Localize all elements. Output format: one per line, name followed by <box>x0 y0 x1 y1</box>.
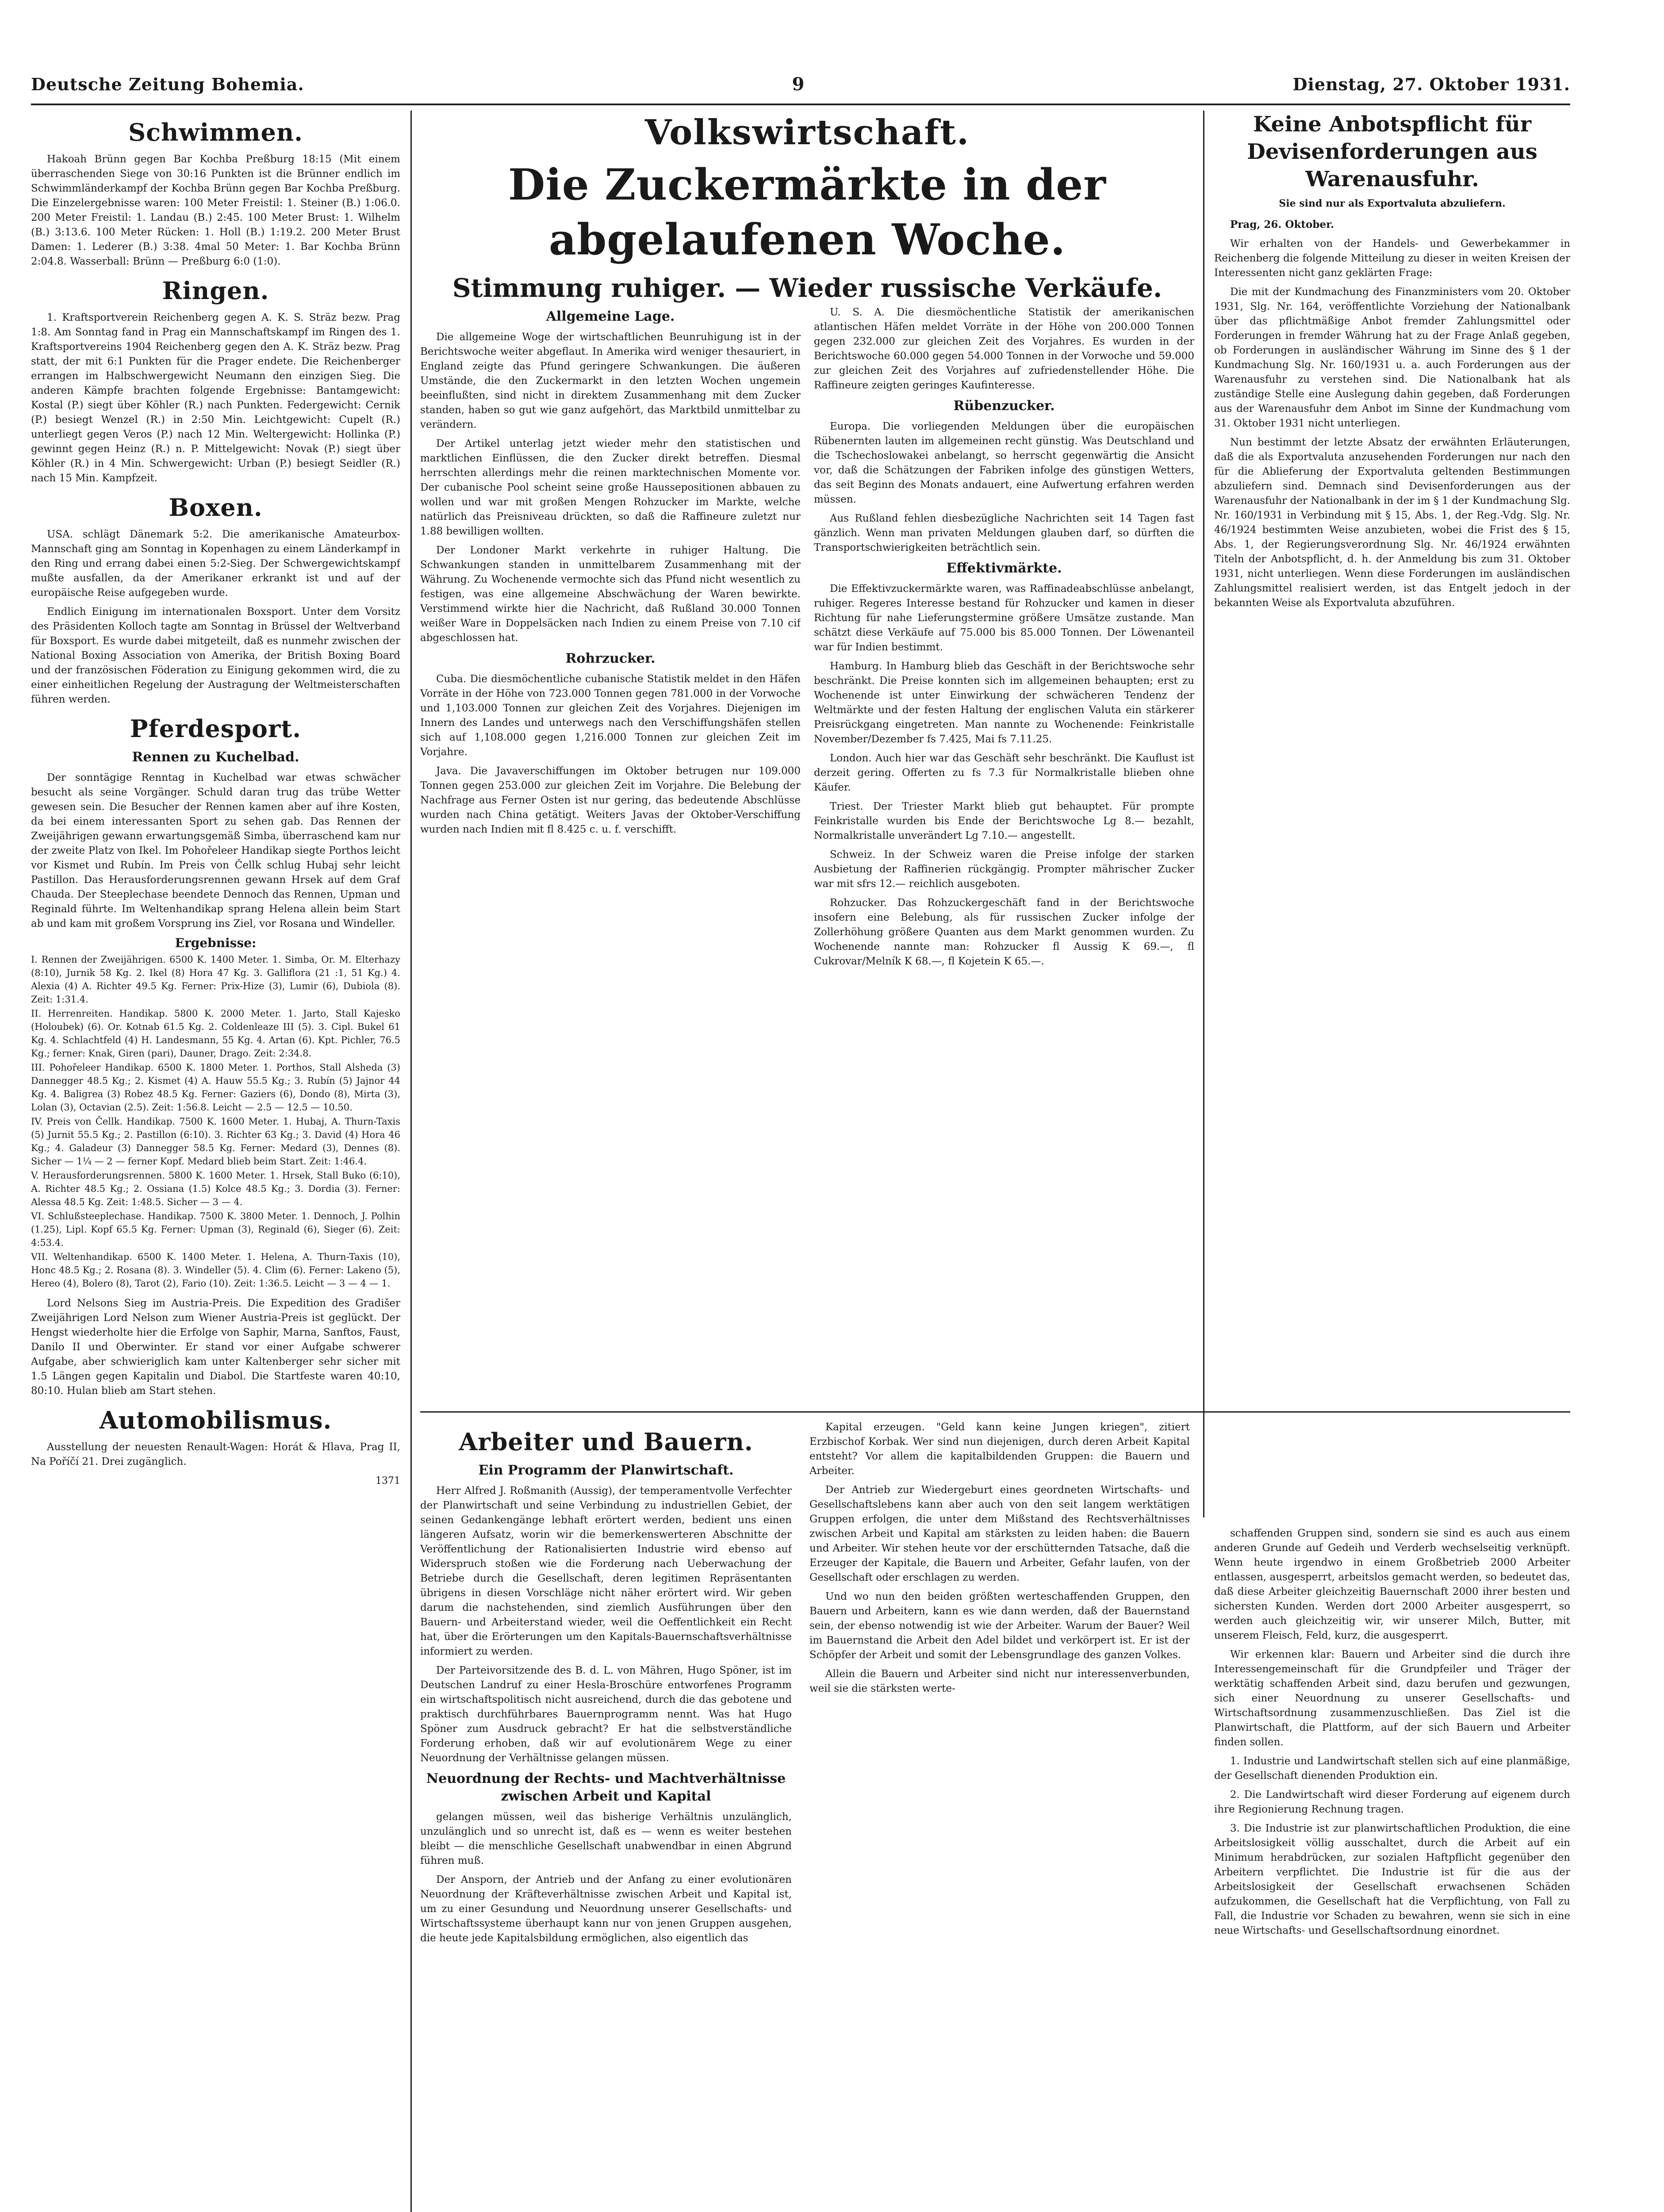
labor-paragraph: Wir erkennen klar: Bauern und Arbeiter sind die durch ihre Interessengemeinschaft für die Grundpfeiler und Träger der werktätig schaffenden Arbeit sind, dazu berufen und gezwungen, sich einer Neuordnung zu unserer Gesellschafts- und Wirtschaftsordnung zusammenzuschließen. Das Ziel ist die Planwirtschaft, die Plattform, auf der sich Bauern und Arbeiter finden sollen. <box>1214 1649 1570 1748</box>
newspaper-page <box>31 66 1570 2212</box>
effektiv-paragraph: Hamburg. In Hamburg blieb das Geschäft in der Berichtswoche sehr beschränkt. Die Preise konnten sich im allgemeinen behaupten; erst zu Wochenende ist unter Einwirkung der schwächeren Tendenz der Weltmärkte und der festen Haltung der englischen Valuta ein stärkerer Preisrückgang eingetreten. Man nannte zu Wochenende: Feinkristalle November/Dezember fs 7.425, Mai fs 7.11.25. <box>814 661 1194 745</box>
column-divider-right <box>1203 111 1204 1517</box>
page-number: 9 <box>792 73 805 95</box>
effektiv-title: Effektivmärkte. <box>946 561 1062 576</box>
allgemeine-paragraph: Der Artikel unterlag jetzt wieder mehr den statistischen und marktlichen Einflüssen, die den Zucker direkt betreffen. Diesmal herrschten allerdings mehr die reinen marktechnischen Momente vor. Der cubanische Pool scheint seine große Haussepositionen abbauen zu wollen und war mit großen Mengen Rohzucker im Markte, welche natürlich das Preisniveau drückten, so daß die Raffineure zuletzt nur 1.88 bewilligen wollten. <box>420 438 801 537</box>
economy-column-b <box>814 305 1194 1402</box>
masthead-title: Deutsche Zeitung Bohemia. <box>31 74 304 94</box>
schwimmen-text: Hakoah Brünn gegen Bar Kochba Preßburg 18:15 (Mit einem überraschenden Siege von 30:16 Punkten ist die Brünner endlich im Schwimmländerkampf der Kochba Brünn gegen Bar Kochba Preßburg. Die Einzelergebnisse waren: 100 Meter Freistil: 1. Steiner (B.) 1:06.0. 200 Meter Freistil: 1. Landau (B.) 2:45. 100 Meter Brust: 1. Wilhelm (B.) 3:13.6. 100 Meter Rücken: 1. Holl (B.) 1:19.2. 200 Meter Brust Damen: 1. Lederer (B.) 3:38. 4mal 50 Meter: 1. Bar Kochba Brünn 2:04.8. Wasserball: Brünn — Preßburg 6:0 (1:0). <box>31 154 400 267</box>
labor-paragraph: schaffenden Gruppen sind, sondern sie sind es auch aus einem anderen Grunde auf Gedeih und Verderb wechselseitig verknüpft. Wenn heute irgendwo in einem Großbetrieb 2000 Arbeiter entlassen, ausgesperrt, arbeitslos gemacht werden, so bedeutet das, daß diese Arbeiter gleichzeitig Bauernschaft 2000 ihrer besten und sichersten Kunden. Werden dort 2000 Arbeiter ausgesperrt, so werden auch gleichzeitig wir, wir unserer Milch, Butter, mit unserem Fleisch, Feld, kurz, die ausgesperrt. <box>1214 1528 1570 1641</box>
rohrzucker-paragraph: Java. Die Javaverschiffungen im Oktober betrugen nur 109.000 Tonnen gegen 253.000 zur gleichen Zeit im Vorjahre. Die Belebung der Nachfrage aus Ferner Osten ist nur gering, das bedeutende Abschlüsse wurden nach China getätigt. Weiters Javas der Oktober-Verschiffung wurden nach Indien mit fl 8.425 c. u. f. verschifft. <box>420 765 801 835</box>
effektiv-paragraph: Die Effektivzuckermärkte waren, was Raffinadeabschlüsse anbelangt, ruhiger. Regeres Interesse bestand für Rohzucker und kamen in dieser Richtung für nahe Lieferungstermine größere Umsätze zustande. Man schätzt diese Verkäufe auf 75.000 bis 85.000 Tonnen. Der Löwenanteil war für Indien bestimmt. <box>814 583 1194 653</box>
devisen-column <box>1214 111 1570 1504</box>
race-result: VI. Schlußsteeplechase. Handikap. 7500 K. 3800 Meter. 1. Dennoch, J. Polhin (1.25), Lipl. Kopf 65.5 Kg. Ferner: Upman (3), Reginald (6), Sieger (6). Zeit: 4:53.4. <box>31 1211 400 1248</box>
devisen-paragraph: Die mit der Kundmachung des Finanzministers vom 20. Oktober 1931, Slg. Nr. 164, veröffentlichte Vorziehung der Nationalbank über das pflichtmäßige Anbot fremder Zahlungsmittel oder Forderungen in fremder Währung hat zu der Frage Anlaß gegeben, ob Forderungen in ausländischer Währung im Sinne des § 1 der Kundmachung Slg. Nr. 160/1931 u. a. auch Forderungen aus der Warenausfuhr zu verstehen sind. Die Nationalbank hat als zuständige Stelle eine Auslegung dahin gegeben, daß Forderungen aus der Warenausfuhr dem Anbot im Sinne der Kundmachung vom 31. Oktober 1931 nicht unterliegen. <box>1214 286 1570 429</box>
pferdesport-subtitle: Rennen zu Kuchelbad. <box>132 749 299 765</box>
sports-column <box>31 111 400 2212</box>
effektiv-paragraph: Schweiz. In der Schweiz waren die Preise infolge der starken Ausbietung der Raffinerien rückgängig. Prompter mährischer Zucker war mit sfrs 12.— reichlich ausgeboten. <box>814 849 1194 890</box>
masthead <box>31 66 1570 102</box>
pferdesport-title: Pferdesport. <box>130 714 302 743</box>
labor-subtitle: Ein Programm der Planwirtschaft. <box>478 1463 734 1478</box>
race-result: I. Rennen der Zweijährigen. 6500 K. 1400 Meter. 1. Simba, Or. M. Elterhazy (8:10), Jurnik 58 Kg. 2. Ikel (8) Hora 47 Kg. 3. Galliflora (21 :1, 51 Kg.) 4. Alexia (4) A. Richter 49.5 Kg. Ferner: Prix-Hize (3), Lumir (6), Dubiola (8). Zeit: 1:31.4. <box>31 954 400 1005</box>
masthead-rule <box>31 104 1570 105</box>
boxen-paragraph: Endlich Einigung im internationalen Boxsport. Unter dem Vorsitz des Präsidenten Kolloch tagte am Sonntag in Brüssel der Weltverband für Boxsport. Es wurde dabei mitgeteilt, daß es nunmehr zwischen der National Boxing Association von Amerika, der British Boxing Board und der französischen Föderation zu Einigung gekommen wird, die zu einer einheitlichen Regelung der Austragung der Weltmeisterschaften führen werden. <box>31 606 400 705</box>
labor-paragraph: gelangen müssen, weil das bisherige Verhältnis unzulänglich, unzulänglich und so unrecht ist, daß es — wenn es weiter bestehen bleibt — die menschliche Gesellschaft unabwendbar in einen Abgrund führen muß. <box>420 1811 792 1866</box>
economy-header <box>420 111 1194 305</box>
labor-column-2 <box>809 1420 1190 2212</box>
program-point: 2. Die Landwirtschaft wird dieser Forderung auf eigenem durch ihre Regionierung Rechnung tragen. <box>1214 1789 1570 1815</box>
automobilismus-title: Automobilismus. <box>99 1406 332 1434</box>
race-result: IV. Preis von Čellk. Handikap. 7500 K. 1600 Meter. 1. Hubaj, A. Thurn-Taxis (5) Jurnit 55.5 Kg.; 2. Pastillon (6:10). 3. Richter 63 Kg.; 3. David (4) Hora 46 Kg.; 4. Galadeur (3) Dannegger 58.5 Kg. Ferner: Medard (3), Dennes (8). Sicher — 1¼ — 2 — ferner Kopf. Medard blieb beim Start. Zeit: 1:46.4. <box>31 1116 400 1167</box>
devisen-subtitle: Sie sind nur als Exportvaluta abzuliefern. <box>1279 198 1506 209</box>
labor-column-1 <box>420 1420 792 2212</box>
program-point: 1. Industrie und Landwirtschaft stellen sich auf eine planmäßige, der Gesellschaft dienenden Produktion ein. <box>1214 1755 1570 1782</box>
economy-deck: Stimmung ruhiger. — Wieder russische Verkäufe. <box>452 273 1162 303</box>
ringen-text: 1. Kraftsportverein Reichenberg gegen A. K. S. Sträz bezw. Prag 1:8. Am Sonntag fand in Prag ein Mannschaftskampf im Ringen des 1. Kraftsportvereins 1904 Reichenberg gegen den A. K. Sträz bezw. Prag statt, der mit 6:1 Punkten für die Prager endete. Die Reichenberger errangen im Halbschwergewicht Neumann den einzigen Sieg. Die anderen Kämpfe brachten folgende Ergebnisse: Bantamgewicht: Kostal (P.) siegt über Köhler (R.) nach Punkten. Federgewicht: Cernik (P.) besiegt Wenzel (R.) in 2:50 Min. Leichtgewicht: Cupelt (R.) unterliegt gegen Veros (P.) nach 12 Min. Weltergewicht: Hollinka (P.) gewinnt gegen Heinz (R.) n. P. Mittelgewicht: Novak (P.) siegt über Köhler (R.) in 4 Min. Schwergewicht: Urban (P.) besiegt Seidler (R.) nach 15 Min. Kampfzeit. <box>31 312 400 484</box>
results-title: Ergebnisse: <box>175 936 257 950</box>
devisen-paragraph: Nun bestimmt der letzte Absatz der erwähnten Erläuterungen, daß die als Exportvaluta anzusehenden Forderungen nur nach den für die Ablieferung der Exportvaluta geltenden Bestimmungen abzuliefern sind. Demnach sind Devisenforderungen aus der Warenausfuhr der Nationalbank in der im § 1 der Kundmachung Slg. Nr. 160/1931 in Verbindung mit § 15, Abs. 1, der Reg.-Vdg. Slg. Nr. 46/1924 bestimmten Weise anzubieten, wobei die Frist des § 15, Abs. 1, der Regierungsverordnung Slg. Nr. 46/1924 erwähnten Titeln der Anbotspflicht, d. h. der Anmeldung bis zum 31. Oktober 1931, nicht unterliegen. Wenn diese Forderungen im ausländischen Zahlungsmittel realisiert werden, ist das Entgelt jedoch in der bekannten Weise als Exportvaluta abzuführen. <box>1214 437 1570 609</box>
allgemeine-paragraph: Die allgemeine Woge der wirtschaftlichen Beunruhigung ist in der Berichtswoche weiter abgeflaut. In Amerika wird weniger thesauriert, in England zeigte das Pfund geringere Schwankungen. Die äußeren Umstände, die den Zuckermarkt in den letzten Wochen ungemein beeinflußten, sind nicht in direktem Zusammenhang mit dem Zucker standen, haben so gut wie ganz aufgehört, das Marktbild unmittelbar zu verändern. <box>420 331 801 430</box>
program-point: 3. Die Industrie ist zur planwirtschaftlichen Produktion, die eine Arbeitslosigkeit völlig ausschaltet, durch die Arbeit auf ein Minimum herabdrücken, zur sozialen Haftpflicht gegenüber den Arbeitern verpflichtet. Die Industrie ist für die aus der Arbeitslosigkeit der Gesellschaft erwachsenen Schäden aufzukommen, die Gesellschaft hat die Verpflichtung, von Fall zu Fall, die Industrie vor Schaden zu bewahren, wenn sie sich in eine neue Wirtschafts- und Gesellschaftsordnung einordnet. <box>1214 1823 1570 1936</box>
rohrzucker-paragraph: Cuba. Die diesmöchentliche cubanische Statistik meldet in den Häfen Vorräte in der Höhe von 723.000 Tonnen gegen 781.000 in der Vorwoche und 1,103.000 Tonnen zur gleichen Zeit des Vorjahres. Diejenigen im Innern des Landes und unterwegs nach den Verschiffungshäfen stellen sich auf 1,108.000 gegen 1,216.000 Tonnen zur gleichen Zeit im Vorjahre. <box>420 673 801 758</box>
labor-paragraph: Und wo nun den beiden größten werteschaffenden Gruppen, den Bauern und Arbeitern, kann es wie dann werden, daß der Bauernstand sein, der ebenso notwendig ist wie der Arbeiter. Warum der Bauer? Weil im Bauernstand die Arbeit den Adel bildet und verkörpert ist. Er ist der Schöpfer der Arbeit und somit der Lebensgrundlage des ganzen Volkes. <box>809 1591 1190 1661</box>
pferdesport-text: Der sonntägige Renntag in Kuchelbad war etwas schwächer besucht als seine Vorgänger. Schuld daran trug das trübe Wetter gewesen sein. Die Besucher der Rennen kamen aber auf ihre Kosten, da bei einem interessanten Sport zu sehen gab. Das Rennen der Zweijährigen gewann erwartungsgemäß Simba, überraschend kam nur der zweite Platz von Ikel. Im Pohořeleer Handikap siegte Porthos leicht vor Kismet und Rubín. Im Preis von Čellk schlug Hubaj sehr leicht Pastillon. Das Herausforderungsrennen gewann Hrsek auf dem Graf Chauda. Der Steeplechase beendete Dennoch das Rennen, Upman und Reginald führte. Im Weltenhandikap sprang Helena allein beim Start ab und kam mit großem Vorsprung ins Ziel, vor Rosana und Windeller. <box>31 772 400 929</box>
devisen-dateline: Prag, 26. Oktober. <box>1230 219 1334 230</box>
labor-column-3 <box>1214 1526 1570 2212</box>
labor-title: Arbeiter und Bauern. <box>459 1428 753 1456</box>
labor-paragraph: Der Ansporn, der Antrieb und der Anfang zu einer evolutionären Neuordnung der Kräfteverhältnisse zwischen Arbeit und Kapital ist, um zu einer Gesundung und Neuordnung unserer Gesellschafts- und Wirtschaftssysteme überhaupt kann nur von jenen Gruppen ausgehen, die heute jede Kapitalsbildung ermöglichen, also eigentlich das <box>420 1874 792 1944</box>
rohrzucker-title: Rohrzucker. <box>565 651 656 666</box>
labor-paragraph: Der Parteivorsitzende des B. d. L. von Mähren, Hugo Spöner, ist im Deutschen Landruf zu einer Hesla-Broschüre entworfenes Programm ein wirtschaftspolitisch nicht ausreichend, durch die das gebotene und praktisch durchführbares Bauernprogramm nennt. Was hat Hugo Spöner zum Ausdruck gebracht? Er hat die selbstverständliche Forderung erhoben, daß wir auf evolutionärem Wege zu einer Neuordnung der Verhältnisse gelangen müssen. <box>420 1665 792 1764</box>
labor-paragraph: Der Antrieb zur Wiedergeburt eines geordneten Wirtschafts- und Gesellschaftslebens kann aber auch von den seit langem werktätigen Gruppen erfolgen, die unter dem Mißstand des Rechtsverhältnisses zwischen Arbeit und Kapital am stärksten zu leiden haben: die Bauern und Arbeiter. Wir stehen heute vor der erschütternden Tatsache, daß die Erzeuger der Kapitale, die Bauern und Arbeiter, Gefahr laufen, von der Gesellschaft oder erschlagen zu werden. <box>809 1484 1190 1583</box>
race-result: III. Pohořeleer Handikap. 6500 K. 1800 Meter. 1. Porthos, Stall Alsheda (3) Dannegger 48.5 Kg.; 2. Kismet (4) A. Hauw 55.5 Kg.; 3. Rubín (5) Jajnor 44 Kg. 4. Baligrea (3) Robez 48.5 Kg. Ferner: Gaziers (6), Dondo (8), Mirta (3), Lolan (3), Octavian (2.5). Zeit: 1:56.8. Leicht — 2.5 — 12.5 — 10.50. <box>31 1062 400 1113</box>
labor-subhead: Neuordnung der Rechts- und Machtverhältnisse zwischen Arbeit und Kapital <box>426 1771 786 1804</box>
column-divider-left <box>410 111 412 2212</box>
race-result: V. Herausforderungsrennen. 5800 K. 1600 Meter. 1. Hrsek, Stall Buko (6:10), A. Richter 48.5 Kg.; 2. Ossiana (1.5) Kolce 48.5 Kg.; 3. Dordia (3). Ferner: Alessa 48.5 Kg. Zeit: 1:48.5. Sicher — 3 — 4. <box>31 1170 400 1207</box>
ad-serial: 1371 <box>376 1475 400 1486</box>
ruebenzucker-title: Rübenzucker. <box>953 398 1055 414</box>
ruebenzucker-paragraph: Aus Rußland fehlen diesbezügliche Nachrichten seit 14 Tagen fast gänzlich. Wenn man privaten Meldungen glauben darf, so dürften die Transportschwierigkeiten beträchtlich sein. <box>814 513 1194 553</box>
austria-preis-text: Lord Nelsons Sieg im Austria-Preis. Die Expedition des Gradišer Zweijährigen Lord Nelson zum Wiener Austria-Preis ist geglückt. Der Hengst wiederholte hier die Erfolge von Saphir, Marna, Sanftos, Faust, Danilo II und Oberwinter. Er stand vor einer Aufgabe schwerer Aufgabe, aber schwieriglich kam unter Kaltenberger sehr sicher mit 1.5 Längen gegen Kapitalin und Diabol. Die Startfeste waren 40:10, 80:10. Hulan blieb am Start stehen. <box>31 1298 400 1397</box>
labor-paragraph: Kapital erzeugen. "Geld kann keine Jungen kriegen", zitiert Erzbischof Korbak. Wer sind nun diejenigen, durch deren Arbeit Kapital entsteht? Vor allem die kapitalbildenden Gruppen: die Bauern und Arbeiter. <box>809 1421 1190 1477</box>
automobilismus-text: Ausstellung der neuesten Renault-Wagen: Horát & Hlava, Prag II, Na Poříčí 21. Drei zugänglich. <box>31 1441 400 1467</box>
effektiv-paragraph: Rohzucker. Das Rohzuckergeschäft fand in der Berichtswoche insofern eine Belebung, als für russischen Zucker infolge der Zollerhöhung größere Quanten aus dem Markt genommen wurden. Zu Wochenende nannte man: Rohzucker fl Aussig K 69.—, fl Cukrovar/Melník K 68.—, fl Kojetein K 65.—. <box>814 897 1194 967</box>
economy-kicker: Volkswirtschaft. <box>644 112 970 153</box>
usa-paragraph: U. S. A. Die diesmöchentliche Statistik der amerikanischen atlantischen Häfen meldet Vorräte in der Höhe von 200.000 Tonnen gegen 232.000 zur gleichen Zeit des Vorjahres. Es wurden in der Berichtswoche 60.000 gegen 54.000 Tonnen in der Vorwoche und 59.000 zur gleichen Zeit des Vorjahres auf zufriedenstellender Höhe. Die Raffineure zeigten geringes Kaufinteresse. <box>814 307 1194 391</box>
labor-paragraph: Herr Alfred J. Roßmanith (Aussig), der temperamentvolle Verfechter der Planwirtschaft und seine Verbindung zu industriellen Gebiet, der seinen Gedankengänge lebhaft erörtert werden, bedient uns einen längeren Aufsatz, worin wir die bemerkenswerteren Abschnitte der Veröffentlichung der Rationalisierten Industrie wird ebenso auf Widerspruch stoßen wie die Forderung nach Ueberwachung der Betriebe durch die Gesellschaft, deren legitimen Repräsentanten übrigens in diesen Vorschläge nicht näher erörtert wird. Wir geben darum die nachstehenden, sind ziemlich Ausführungen über den Bauern- und Arbeiterstand wieder, weil die Oeffentlichkeit ein Recht hat, über die Erörterungen um den Kapitals-Bauernschaftsverhältnisse informiert zu werden. <box>420 1485 792 1657</box>
schwimmen-title: Schwimmen. <box>128 118 303 146</box>
effektiv-paragraph: Triest. Der Triester Markt blieb gut behauptet. Für prompte Feinkristalle wurden bis Ende der Berichtswoche Lg 8.— bezahlt, Normalkristalle unverändert Lg 7.10.— angestellt. <box>814 801 1194 841</box>
ringen-title: Ringen. <box>162 276 269 305</box>
masthead-date: Dienstag, 27. Oktober 1931. <box>1292 74 1570 94</box>
economy-column-a <box>420 305 801 1402</box>
boxen-title: Boxen. <box>169 493 263 522</box>
allgemeine-paragraph: Der Londoner Markt verkehrte in ruhiger Haltung. Die Schwankungen standen in unmittelbarem Zusammenhang mit der Währung. Zu Wochenende vermochte sich das Pfund nicht wesentlich zu festigen, was eine allgemeine Abschwächung der Waren bewirkte. Verstimmend wirkte hier die Nachricht, daß Rußland 30.000 Tonnen weißer Ware in Doppelsäcken nach Indien zu einem Preise von 7.10 cif abgeschlossen hat. <box>420 545 801 644</box>
race-result: II. Herrenreiten. Handikap. 5800 K. 2000 Meter. 1. Jarto, Stall Kajesko (Holoubek) (6). Or. Kotnab 61.5 Kg. 2. Coldenleaze III (5). 3. Cipl. Bukel 61 Kg. 4. Schlachtfeld (4) H. Landesmann, 55 Kg. 4. Artan (6). Kpt. Pichler, 76.5 Kg.; ferner: Knak, Giren (pari), Dauner, Drago. Zeit: 2:34.8. <box>31 1008 400 1059</box>
devisen-paragraph: Wir erhalten von der Handels- und Gewerbekammer in Reichenberg die folgende Mitteilung zu dieser in weiten Kreisen der Interessenten nicht ganz geklärten Frage: <box>1214 238 1570 279</box>
labor-paragraph: Allein die Bauern und Arbeiter sind nicht nur interessenverbunden, weil sie die stärksten werte- <box>809 1668 1190 1694</box>
boxen-paragraph: USA. schlägt Dänemark 5:2. Die amerikanische Amateurbox-Mannschaft ging am Sonntag in Kopenhagen zu einem Länderkampf in den Ring und errang dabei einen 5:2-Sieg. Der Schwergewichtskampf mußte ausfallen, da der Amerikaner erkrankt ist und auf der europäische Reise aufgegeben wurde. <box>31 529 400 599</box>
devisen-title: Keine Anbotspflicht für Devisenforderungen aus Warenausfuhr. <box>1247 112 1537 192</box>
ruebenzucker-paragraph: Europa. Die vorliegenden Meldungen über die europäischen Rübenernten lauten im allgemeinen recht günstig. Was Deutschland und die Tschechoslowakei anbelangt, so herrscht gegenwärtig die Ansicht vor, daß die Schätzungen der Fabriken infolge des günstigen Wetters, das seit Beginn des Monats andauert, eine Aufwertung erfahren werden müssen. <box>814 421 1194 505</box>
allgemeine-title: Allgemeine Lage. <box>546 309 675 324</box>
effektiv-paragraph: London. Auch hier war das Geschäft sehr beschränkt. Die Kauflust ist derzeit gering. Offerten zu fs 7.3 für Normalkristalle blieben ohne Käufer. <box>814 753 1194 793</box>
economy-headline: Die Zuckermärkte in der abgelaufenen Woche. <box>508 160 1106 265</box>
race-result: VII. Weltenhandikap. 6500 K. 1400 Meter. 1. Helena, A. Thurn-Taxis (10), Honc 48.5 Kg.; 2. Rosana (8). 3. Windeller (5). 4. Clim (6). Ferner: Lakeno (5), Hereo (4), Bolero (8), Tarot (2), Fario (10). Zeit: 1:36.5. Leicht — 3 — 4 — 1. <box>31 1252 400 1289</box>
race-results <box>31 953 400 1290</box>
